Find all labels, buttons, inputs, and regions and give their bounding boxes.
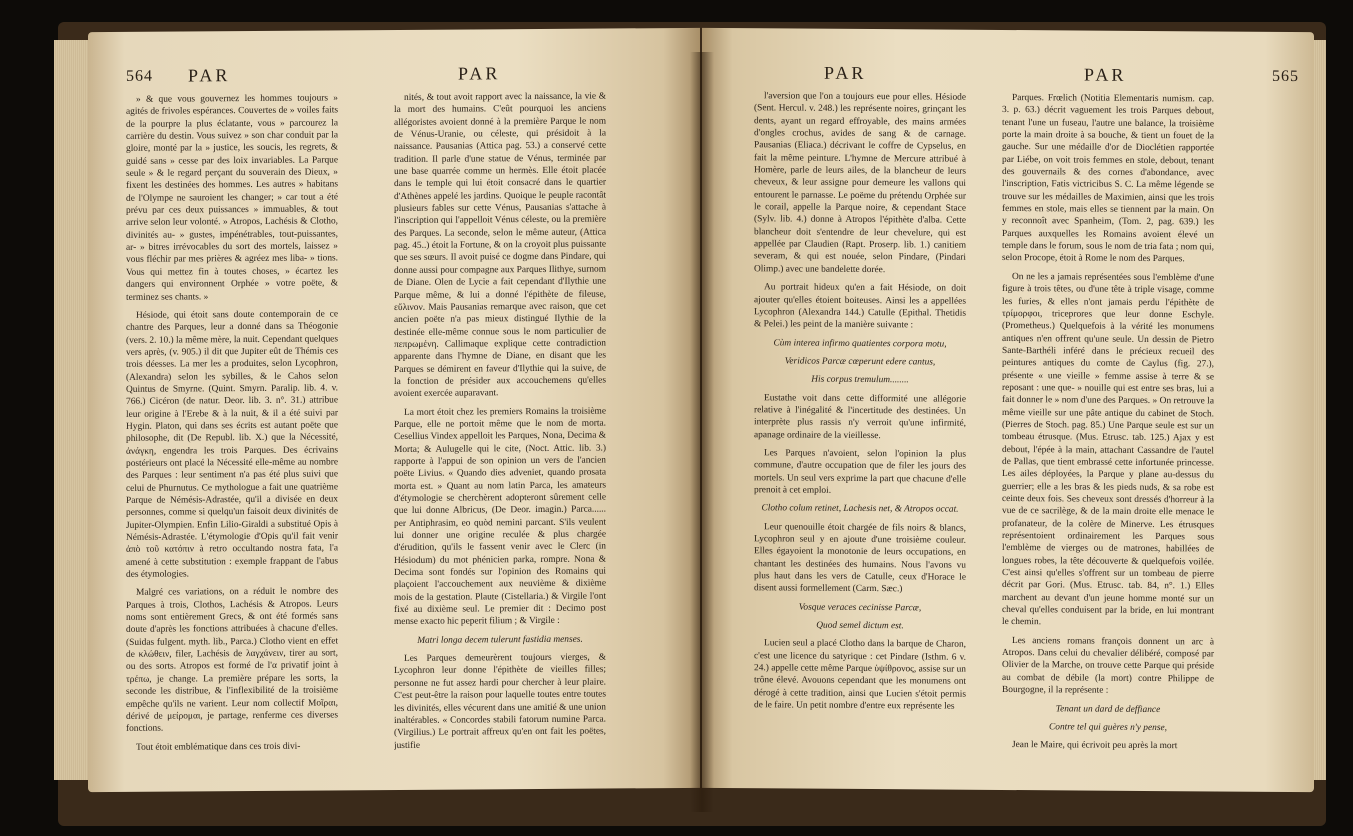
book-gutter xyxy=(690,52,714,812)
verse-quote: Cùm interea infirmo quatientes corpora motu, xyxy=(773,337,947,350)
left-page-edges xyxy=(54,40,88,780)
paragraph: Lucien seul a placé Clotho dans la barque de Charon, c'est une licence du satyrique : cet Pindare (Isthm. 6 v. 24.) appelle cette même Parque ὑψίθρονος, assise sur un trône élevé. Avouons cependant que les monumens ont dérogé à cette tradition, ainsi que Lucien s'étoit permis de le faire. Un petit nombre d'entre eux représente les xyxy=(754,638,966,712)
paragraph: Tout étoit emblématique dans ces trois divi- xyxy=(136,741,301,753)
verse-quote: His corpus tremulum........ xyxy=(811,374,909,386)
verse-quote: Matri longa decem tulerunt fastidia menses. xyxy=(417,634,583,646)
verse-quote: Tenant un dard de deffiance xyxy=(1055,703,1161,715)
text-columns xyxy=(118,90,676,772)
page-number: 564 xyxy=(126,67,153,85)
paragraph: » & que vous gouvernez les hommes toujours » agités de frivoles espérances. Couvertes de » voiles faits de la pourpre la plus éclatante, vous » parcourez la carrière du destin. Vous suivez » son char conduit par la gloire, monté par la » justice, les soucis, les regrets, & guidé sans » cesse par des loix invariables. La Parque seule » & le regard perçant du souverain des Dieux, » fixent les destinées des hommes. Les autres » habitans de l'Olympe ne sauroient les changer; » car tout a été prévu par ces deux puissances » immuables, & tout arrive selon leur volonté. » Atropos, Lachésis & Clotho, divinités au- » gustes, impénétrables, tout-puissantes, ar- » bitres irrévocables du sort des mortels, laissez » vous fléchir par mes prières & agréez mes liba- » tions. Vous qui mettez fin à toutes choses, » écartez les dangers qui environnent Orphée » votre poëte, & terminez ses chants. » xyxy=(126,93,338,303)
verse-quote: Quod semel dictum est. xyxy=(816,620,904,632)
text-column-right xyxy=(1002,92,1214,773)
paragraph: La mort étoit chez les premiers Romains la troisième Parque, elle ne portoit même que le nom de morta. Cesellius Vindex appelloit les Parques, Nona, Decima & Morta; & Aulugelle qui le cite, (Noct. Attic. lib. 3.) rapporte à l'appui de son opinion un vers de l'ancien poëte Livius. « Quando dies adveniet, quando prosata morta est. » Quant au nom latin Parca, les amateurs d'étymologie se cherchèrent adopteront sûrement celle que lui donne Albricus, (De Deor. imagin.) Parca...... per Antiphrasim, eo quòd nemini parcant. S'ils veulent lui donner une origine reculée & plus chargée d'érudition, qu'ils le fassent venir avec le Clerc (in Hésiodum) du mot phénicien parka, rompre. Nona & Decima sont fondés sur l'opinion des Romains qui plaçoient l'accouchement aux neuvième & dixième mois de la gestation. Plaute (Cistellaria.) & Virgile l'ont fixé au dixième seul. Le premier dit : Decimo post mense exacto hic peperit filium ; & Virgile : xyxy=(394,406,606,628)
paragraph: Malgré ces variations, on a réduit le nombre des Parques à trois, Clothos, Lachésis & Atropos. Leurs noms sont entièrement Grecs, & ont été formés sans doute d'après les fonctions attribuées à chacune d'elles. (Suidas fulgent. myth. lib., Parca.) Clotho vient en effet de κλώθειν, filer, Lachésis de λαγχάνειν, tirer au sort, ou des sorts. Atropos est formé de l'α privatif joint à τρέπω, je change. La première prépare les sorts, la seconde les distribue, & l'inflexibilité de la troisième empêche qu'ils ne varient. Leur nom collectif Μοῖραι, dérivé de μείρομαι, je partage, renferme ces diverses fonctions. xyxy=(126,586,338,735)
paragraph: l'aversion que l'on a toujours eue pour elles. Hésiode (Sent. Hercul. v. 248.) les représente noires, grinçant les dents, ayant un regard effroyable, des mains armées d'ongles crochus, avides de sang & de carnage. Pausanias (Eliaca.) décrivant le coffre de Cypselus, en fait la même peinture. L'hymne de Mercure attribué à Homère, parle de leurs ailes, de la blancheur de leurs cheveux, & leur assigne pour demeure les vallons qui entourent le parnasse. Le poëme du prétendu Orphée sur le corail, appelle la Parque noire, & cependant Stace (Sylv. lib. 4.) donne à Atropos l'épithète d'alba. Cette blancheur doit s'entendre de leur chevelure, qui est appellée par Claudien (Rapt. Proserp. lib. 1.) canitiem severam, & qui est nouée, selon Pindare, (Pindari Olimp.) avec une bandelette dorée. xyxy=(754,91,966,275)
text-column-left xyxy=(754,90,966,771)
running-head-title: PAR xyxy=(824,62,867,84)
verse-quote: Veridicos Parcæ cœperunt edere cantus, xyxy=(784,356,936,368)
text-column-left xyxy=(126,92,338,773)
right-page-edges xyxy=(1312,40,1326,780)
paragraph: On ne les a jamais représentées sous l'emblème d'une figure à trois têtes, ou d'une tête à triple visage, comme les furies, & elles n'ont jamais perdu l'épithète de τρίμορφοι, triceprores que leur donne Eschyle. (Prometheus.) Quelquefois à la vérité les monumens antiques n'en offrent qu'une seule. Un dessin de Pietro Sante-Barthéli inféré dans le précieux recueil des peintures antiques du comte de Caylus (fig. 27.), présente « une vieille » femme assise à terre & se reposant : une que- » nouille qui est entre ses bras, lui a fait donner le » nom d'une des Parques. » On retrouve la même vieille sur une pâte antique du cabinet de Stoch. (Pierres de Stoch. pag. 85.) Une Parque seule est sur un tombeau étrusque. (Mus. Etrusc. tab. 125.) Ajax y est debout, l'épée à la main, attachant Cassandre de l'autel de Pallas, que tient embrassé cette infortunée princesse. Les ailes déployées, la Parque y plane au-dessus du guerrier; elle a les bras & les pieds nuds, & sa robe est ceinte deux fois. Ses cheveux sont dressés d'horreur à la vue de ce sacrilège, & de la main droite elle menace le profanateur, de la colère de Minerve. Les étrusques représentoient ordinairement les Parques sous l'emblème de vierges ou de matrones, habillées de longues robes, la tête découverte & quelquefois voilée. C'est ainsi qu'elles s'offrent sur un tombeau de pierre décrit par Gori. (Mus. Etrusc. tab. 84, n°. 1.) Elles marchent au devant d'un jeune homme monté sur un cheval qu'elles conduisent par la bride, en lui montrant le chemin. xyxy=(1002,271,1214,628)
running-head-title: PAR xyxy=(188,65,231,86)
running-head-title: PAR xyxy=(458,63,501,84)
paragraph: nités, & tout avoit rapport avec la naissance, la vie & la mort des humains. C'eût pourquoi les anciens allégoristes avoient donné à la première Parque le nom de Vénus-Uranie, ou céleste, qui présidoit à la naissance. Pausanias (Attica pag. 53.) a conservé cette tradition. Il parle d'une statue de Vénus, terminée par une base quarrée comme un hermès. Elle étoit placée dans le temple qui lui étoit consacré dans le quartier d'Athènes appelé les jardins. Quoique le peuple racontât plusieurs fables sur cette Vénus, Pausanias s'attache à l'inscription qui l'appelloit Vénus céleste, ou la première des Parques. La seconde, selon le même auteur, (Attica pag. 45..) étoit la Fortune, & on la croyoit plus puissante que ses sœurs. Il avoit puisé ce dogme dans Pindare, qui donne aussi pour compagne aux Parques Ilithye, surnom de Diane. Olen de Lycie a fait cependant d'Ilythie une Parque même, & lui a donné l'épithète de fileuse, εὔλινον. Mais Pausanias remarque avec raison, que cet ancien poëte n'a pas mieux distingué Ilythie de la destinée elle-même connue sous le nom particulier de πεπρωμένη. Callimaque explique cette contradiction apparente dans l'hymne de Diane, en disant que les Parques se démirent en faveur d'Ilythie qui la suive, de la fonction de présider aux accouchemens qu'elles avoient exercée auparavant. xyxy=(394,91,606,400)
page-number: 565 xyxy=(1272,67,1299,86)
verse-quote: Vosque veraces cecinisse Parcæ, xyxy=(798,602,922,614)
text-column-right xyxy=(394,91,606,772)
running-head-title: PAR xyxy=(1084,64,1127,85)
paragraph: Leur quenouille étoit chargée de fils noirs & blancs, Lycophron seul y en ajoute d'une troisième couleur. Elles égayoient la monotonie de leurs occupations, en chantant les destinées des humains. Nous l'avons vu plus haut dans les vers de Catulle, ceux d'Horace le disent aussi formellement (Carm. Sæc.) xyxy=(754,521,966,595)
verse-quote: Clotho colum retinet, Lachesis net, & Atropos occat. xyxy=(761,503,959,515)
paragraph: Parques. Frœlich (Notitia Elementaris numism. cap. 3. p. 63.) décrit vaguement les trois Parques debout, tenant l'une un fuseau, l'autre une balance, la troisième porte la main droite à sa bouche, & tient un fouet de la gauche. Sur une médaille d'or de Dioclétien rapportée par Liébe, on voit trois femmes en stole, debout, tenant des gouvernails & des cornes d'abondance, avec l'inscription, Fatis victricibus S. C. La même légende se trouve sur les médailles de Maximien, ainsi que les trois femmes en stole, mais elles se tiennent par la main. On y reconnoît avec Spanheim, (Tom. 2, pag. 639.) les Parques auxquelles les Romains avoient élevé un temple dans le forum, sous le nom de tria fata ; nom qui, selon Procope, étoit à Rome le nom des Parques. xyxy=(1002,93,1214,265)
paragraph: Les Parques n'avoient, selon l'opinion la plus commune, d'autre occupation que de filer les jours des mortels. Un seul vers exprime la part que chacune d'elle prenoit à cet emploi. xyxy=(754,448,966,496)
left-running-head xyxy=(118,62,680,92)
text-columns xyxy=(732,90,1290,772)
left-page xyxy=(88,28,700,792)
paragraph: Au portrait hideux qu'en a fait Hésiode, on doit ajouter qu'elles étoient boiteuses. Ainsi les a appellées Lycophron (Alexandra 144.) Catulle (Epithal. Thetidis & Pelei.) les peint de la manière suivante : xyxy=(754,282,966,331)
verse-quote: Contre tel qui guères n'y pense, xyxy=(1049,722,1167,733)
paragraph: Eustathe voit dans cette difformité une allégorie relative à l'inégalité & l'incertitude des destinées. Un interprète plus rassis n'y verroit qu'une infirmité, apanage ordinaire de la vieillesse. xyxy=(754,392,966,441)
paragraph: Hésiode, qui étoit sans doute contemporain de ce chantre des Parques, leur a donné dans sa Théogonie (vers. 2. 10.) la même mère, la nuit. Cependant quelques vers après, (v. 905.) il dit que Jupiter eût de Thémis ces trois déesses. La mer les a produites, selon Lycophron, (Alexandra) selon les sybilles, & le Cahos selon Quintus de Smyrne. (Quint. Smyrn. Paralip. lib. 4. v. 766.) Cicéron (de natur. Deor. lib. 3. n°. 31.) attribue leur origine à l'Erebe & à la nuit, & il a été suivi par Hygin. Platon, qui dans ses écrits est autant poëte que philosophe, dit (De Republ. lib. X.) que la Nécessité, ἀνάγκη, engendra les trois Parques. Des écrivains postérieurs ont placé la Nécessité elle-même au nombre des Parques : leur sentiment n'a pas été plus suivi que celui de Phurnutus. Ce mythologue a fait une quatrième Parque de Némésis-Adrastée, qu'il a divisée en deux personnes, comme si quelqu'un faisoit deux divinités de Jupiter-Olympien. Enfin Lilio-Giraldi a substitué Opis à Némésis-Adrastée. L'étymologie d'Opis qu'il fait venir ἀπὸ τοῦ κατόπιν à retro occultando nostra fata, l'a amené à cette substitution : exemple frappant de l'abus des étymologies. xyxy=(126,309,338,580)
right-running-head xyxy=(732,62,1299,92)
paragraph: Les Parques demeurèrent toujours vierges, & Lycophron leur donne l'épithète de vieilles filles; personne ne fut assez hardi pour chercher à leur plaire. C'est peut-être la raison pour laquelle toutes entre toutes les divinités, elles vécurent dans une amitié & une union inaltérables. « Concordes stabili fatorum numine Parca. (Virgilius.) Le portrait affreux qu'en ont fait les poëtes, justifie xyxy=(394,652,606,751)
paragraph: Les anciens romans françois donnent un arc à Atropos. Dans celui du chevalier délibéré, composé par Olivier de la Marche, on trouve cette Parque qui préside au combat de débile (la mort) contre Philippe de Bourgogne, il la représente : xyxy=(1002,635,1214,696)
paragraph: Jean le Maire, qui écrivoit peu après la mort xyxy=(1012,740,1178,752)
right-page xyxy=(702,28,1314,792)
